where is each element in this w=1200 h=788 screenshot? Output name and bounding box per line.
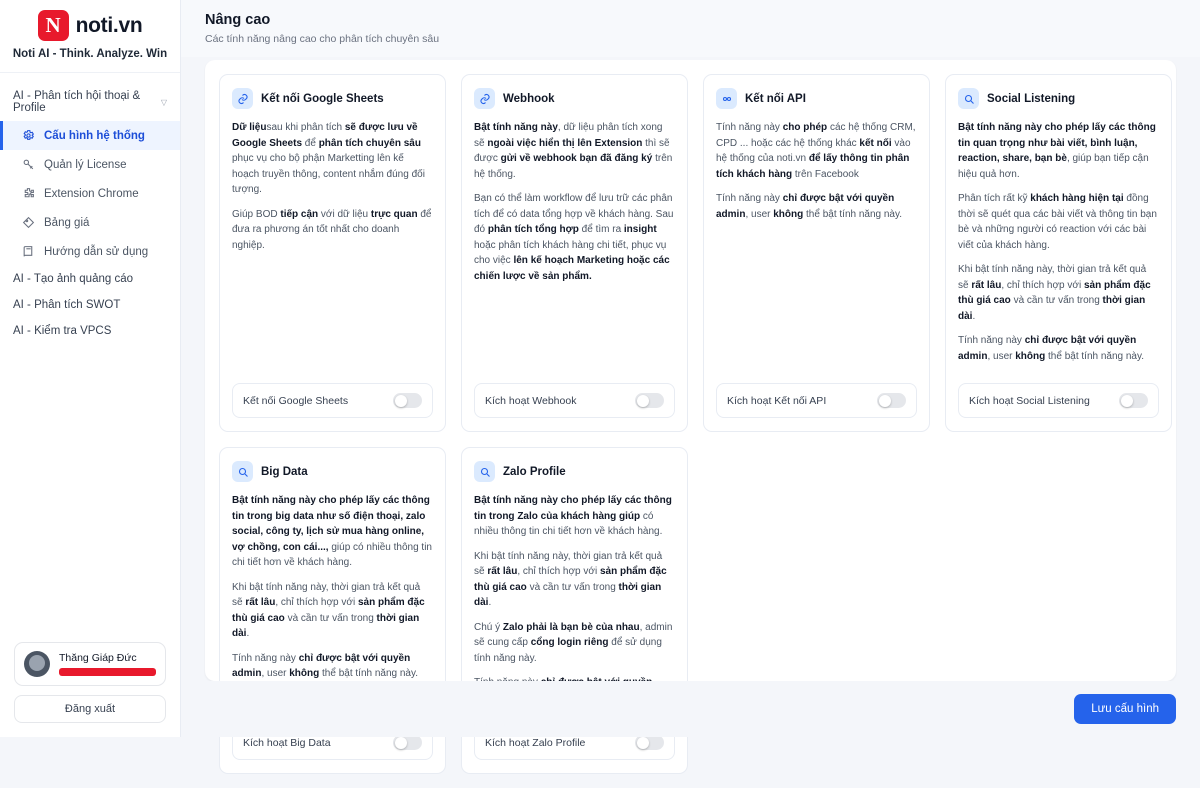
avatar [24,651,50,677]
card-paragraph: Chú ý Zalo phải là bạn bè của nhau, admin sẽ cung cấp cổng login riêng để sử dụng tính năng này. [474,621,673,664]
sidebar-item-label: Extension Chrome [44,187,139,200]
tag-icon [22,216,35,229]
api-icon [716,88,737,109]
card-paragraph: Tính năng này chỉ được bật với quyền admin, user không thể bật tính năng này. [958,335,1145,362]
sidebar-item-quan-ly-license[interactable] [0,150,180,179]
sidebar-item-label: Quản lý License [44,158,127,171]
sidebar-item-huong-dan-su-dung[interactable] [0,237,180,266]
feature-card-grid [205,60,1176,788]
save-config-button[interactable]: Lưu cấu hình [1074,694,1176,724]
book-icon [22,245,35,258]
feature-card-webhook [461,74,688,432]
card-title: Webhook [503,92,555,105]
sidebar-section-phan-tich-swot[interactable] [0,292,180,318]
search-icon [232,461,253,482]
card-header [958,88,1159,109]
toggle-row[interactable] [716,383,917,418]
card-paragraph: Giúp BOD tiếp cận với dữ liệu trực quan để đưa ra phương án tốt nhất cho doanh nghiệp. [232,208,432,251]
card-paragraph: Bật tính năng này, dữ liệu phân tích xong sẽ ngoài việc hiển thị lên Extension thì sẽ được gửi về webhook bạn đã đăng ký trên hệ thống. [474,122,673,180]
brand-header [0,0,180,73]
page-title: Nâng cao [205,12,271,28]
card-title: Kết nối Google Sheets [261,92,384,105]
card-paragraph: Khi bật tính năng này, thời gian trả kết quả sẽ rất lâu, chỉ thích hợp với sản phẩm đặc thù giá cao và cần tư vấn trong thời gian dài. [232,581,425,639]
search-icon [474,461,495,482]
sidebar [0,0,181,737]
toggle-switch[interactable] [635,735,664,750]
card-paragraph: Tính năng này chỉ được bật với quyền admin, user không thể bật tính năng này. [232,652,419,679]
card-paragraph: Bạn có thể làm workflow để lưu trữ các phân tích để có data tổng hợp về khách hàng. Sau đó phân tích tổng hợp để tìm ra insight hoặc phân tích khách hàng chi tiết, phục vụ cho việc lên kế hoạch Marketing hoặc các chiến lược về sản phẩm. [474,193,674,282]
page-header [181,0,1200,57]
card-header [232,88,433,109]
card-paragraph: Tính năng này cho phép các hệ thống CRM, CPD ... hoặc các hệ thống khác kết nối vào hệ thống của noti.vn để lấy thông tin phân tích khách hàng trên Facebook [716,122,916,180]
sidebar-group-profile[interactable] [0,83,180,121]
card-title: Big Data [261,465,308,478]
feature-card-social-listening [945,74,1172,432]
brand-row [0,10,180,41]
sidebar-item-cau-hinh-he-thong[interactable] [0,121,180,150]
sidebar-item-label: Cấu hình hệ thống [44,129,145,142]
card-paragraph: Phân tích rất kỹ khách hàng hiện tại đồng thời sẽ quét qua các bài viết và thông tin bạn bè và những người có reaction với các bài viết của khách hàng. [958,193,1157,251]
link-icon [232,88,253,109]
card-header [474,461,675,482]
search-icon [958,88,979,109]
user-name: Thăng Giáp Đức [59,652,137,664]
card-title: Zalo Profile [503,465,566,478]
toggle-label: Kích hoạt Social Listening [969,394,1090,407]
toggle-switch[interactable] [1119,393,1148,408]
sidebar-section-label: AI - Kiểm tra VPCS [13,325,112,337]
page-subtitle: Các tính năng nâng cao cho phân tích chuyên sâu [205,33,440,45]
feature-card-api [703,74,930,432]
card-paragraph: Khi bật tính năng này, thời gian trả kết quả sẽ rất lâu, chỉ thích hợp với sản phẩm đặc thù giá cao và cần tư vấn trong thời gian dài. [474,550,667,608]
toggle-switch[interactable] [393,393,422,408]
sidebar-item-extension-chrome[interactable] [0,179,180,208]
user-redacted-bar [59,668,156,676]
card-body [232,120,433,373]
card-paragraph: Khi bật tính năng này, thời gian trả kết quả sẽ rất lâu, chỉ thích hợp với sản phẩm đặc thù giá cao và cần tư vấn trong thời gian dài. [958,264,1151,322]
feature-card-google-sheets [219,74,446,432]
sidebar-nav [0,73,180,642]
user-card[interactable] [14,642,166,686]
logo-icon: N [38,10,69,41]
brand-tagline: Noti AI - Think. Analyze. Win [12,48,168,60]
user-meta [59,652,156,676]
card-paragraph: Dữ liệusau khi phân tích sẽ được lưu về Google Sheets để phân tích chuyên sâu phục vụ cho bộ phận Marketting lên kế hoạch truyền thông, content nhắm đúng đối tượng. [232,122,425,195]
card-paragraph: Bật tính năng này cho phép lấy các thông tin trong Zalo của khách hàng giúp có nhiều thông tin chi tiết hơn về khách hàng. [474,495,672,537]
toggle-switch[interactable] [877,393,906,408]
sidebar-item-label: Bảng giá [44,216,90,229]
card-header [474,88,675,109]
card-body [958,120,1159,373]
toggle-label: Kích hoạt Kết nối API [727,394,827,407]
card-body [716,120,917,373]
gear-icon [22,129,35,142]
card-header [232,461,433,482]
sidebar-group-label: AI - Phân tích hội thoại & Profile [13,90,141,114]
sidebar-item-bang-gia[interactable] [0,208,180,237]
card-title: Social Listening [987,92,1076,105]
toggle-label: Kích hoạt Big Data [243,736,331,749]
card-title: Kết nối API [745,92,806,105]
card-header [716,88,917,109]
toggle-label: Kết nối Google Sheets [243,394,349,407]
card-body [474,120,675,373]
key-icon [22,158,35,171]
puzzle-icon [22,187,35,200]
chevron-down-icon: ▽ [160,97,167,107]
main-content [181,0,1200,749]
toggle-switch[interactable] [393,735,422,750]
brand-name: noti.vn [75,13,143,37]
sidebar-section-label: AI - Tạo ảnh quảng cáo [13,273,133,285]
card-paragraph: Bật tính năng này cho phép lấy các thông tin quan trọng như bài viết, bình luận, reaction, share, bạn bè, giúp bạn tiếp cận hiệu quả hơn. [958,122,1156,180]
sidebar-section-tao-anh-quang-cao[interactable] [0,266,180,292]
footer-action-bar [181,681,1200,737]
toggle-row[interactable] [474,383,675,418]
card-paragraph: Bật tính năng này cho phép lấy các thông tin trong big data như số điện thoại, zalo social, công ty, lịch sử mua hàng online, vợ chồng, con cái..., giúp có nhiều thông tin chi tiết hơn về khách hàng. [232,495,432,568]
link-icon [474,88,495,109]
logout-button[interactable]: Đăng xuất [14,695,166,723]
toggle-label: Kích hoạt Zalo Profile [485,736,586,749]
toggle-switch[interactable] [635,393,664,408]
sidebar-section-kiem-tra-vpcs[interactable] [0,318,180,344]
toggle-label: Kích hoạt Webhook [485,394,577,407]
sidebar-item-label: Hướng dẫn sử dụng [44,245,149,258]
sidebar-section-label: AI - Phân tích SWOT [13,299,121,311]
toggle-row[interactable] [232,383,433,418]
toggle-row[interactable] [958,383,1159,418]
card-paragraph: Tính năng này chỉ được bật với quyền admin, user không thể bật tính năng này. [716,193,903,220]
sidebar-footer [0,642,180,737]
